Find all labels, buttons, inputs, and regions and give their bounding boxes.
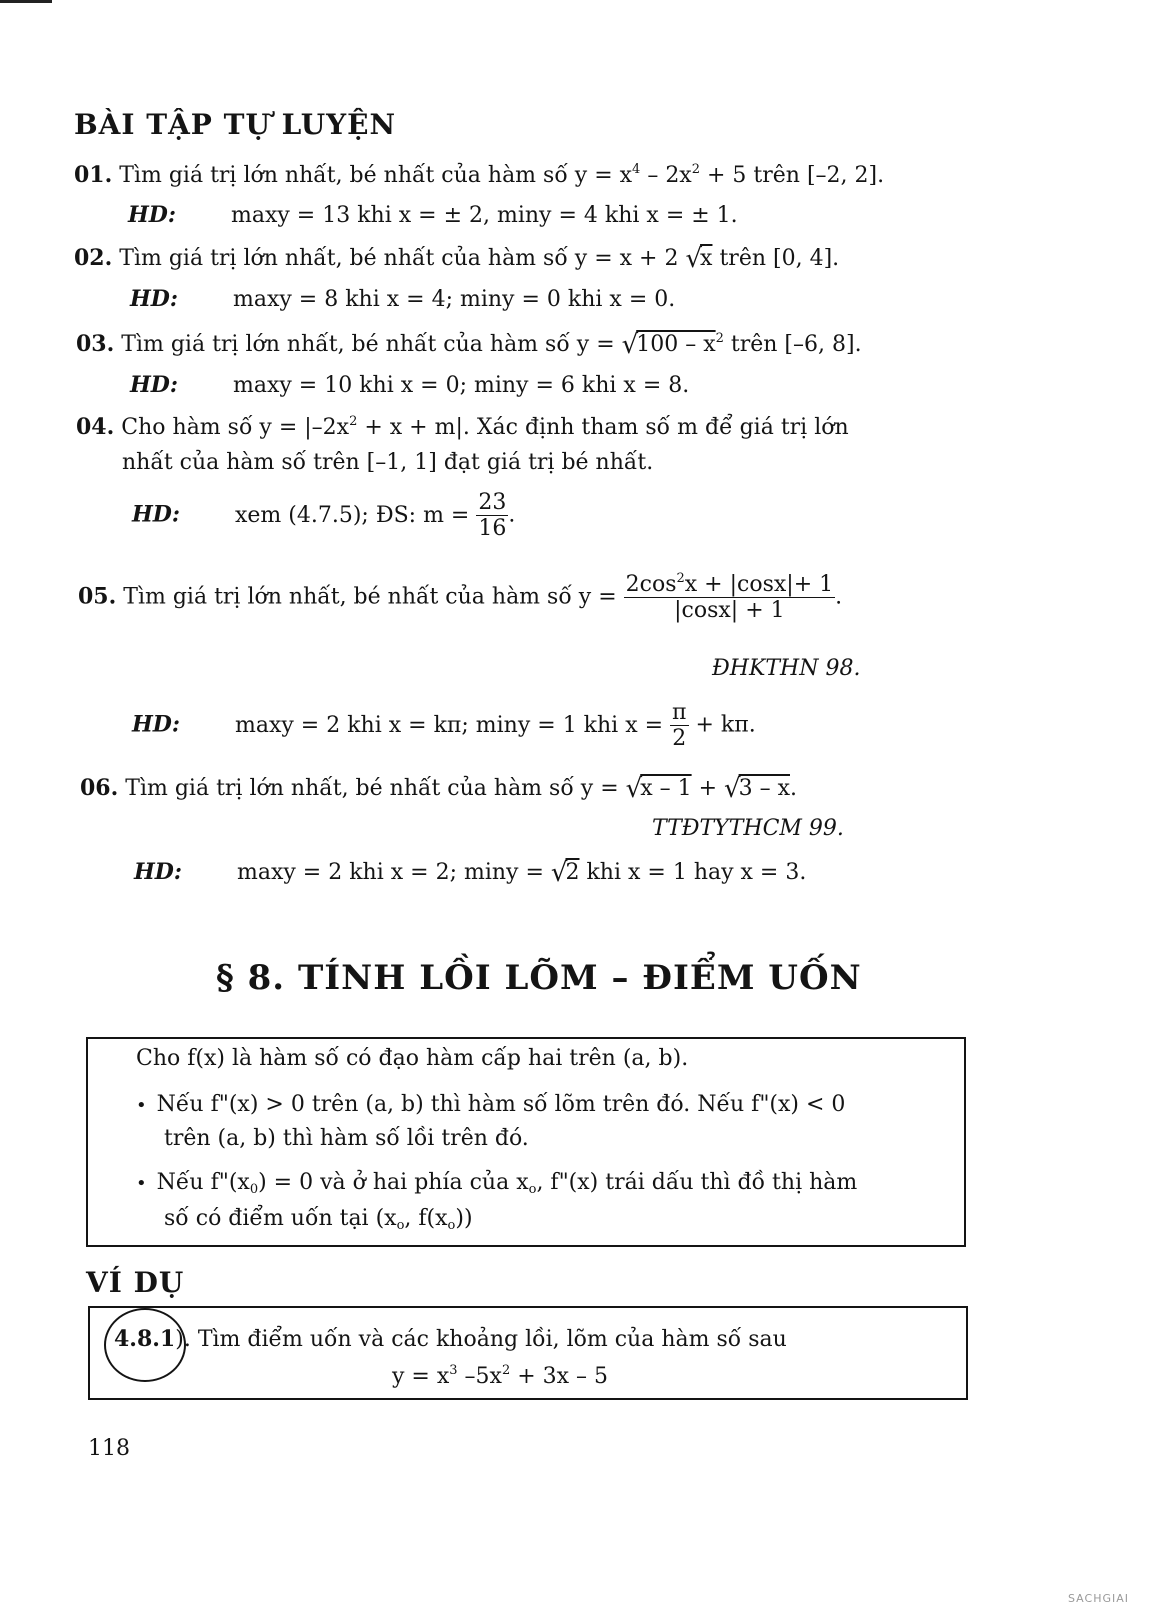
fraction: $\frac{23}{16}$: [478, 490, 507, 541]
exercise-number: 01.: [74, 162, 113, 188]
hint-label: HD:: [128, 202, 176, 228]
hint-label: HD:: [134, 859, 182, 885]
exercises-heading: BÀI TẬP TỰ LUYỆN: [74, 108, 397, 141]
bullet-icon: •: [136, 1173, 147, 1194]
exercise-number: 05.: [78, 583, 117, 610]
hint-label: HD:: [132, 711, 180, 738]
exercise-03: 03. Tìm giá trị lớn nhất, bé nhất của hàm số $y = √100 - x^2$ trên [–6, 8].: [76, 330, 862, 360]
radical-sign: √: [724, 774, 741, 804]
bullet-icon: •: [136, 1095, 147, 1116]
hint-label: HD:: [132, 501, 180, 528]
example-statement: 4.8.1). Tìm điểm uốn và các khoảng lồi, lõm của hàm số sau: [114, 1326, 787, 1352]
watermark-logo: SACHGIAI: [1068, 1592, 1130, 1605]
exercise-02: 02. Tìm giá trị lớn nhất, bé nhất của hàm số y = x + 2 √x trên [0, 4].: [74, 244, 840, 274]
exercise-04: 04. Cho hàm số $y = |-2x^2 + x + m|$. Xác định tham số m để giá trị lớn: [76, 414, 849, 440]
source-citation: TTĐTYTHCM 99.: [652, 816, 844, 841]
example-heading: VÍ DỤ: [86, 1266, 185, 1299]
radical-sign: √: [625, 774, 643, 804]
exercise-05: 05. Tìm giá trị lớn nhất, bé nhất của hàm số y = $\frac{2\cos^2x + |\cos x|+ 1}{|\cos x| + 1}$ .: [78, 571, 843, 623]
exercise-number: 03.: [76, 331, 115, 357]
hint-06: HD: maxy = 2 khi x = 2; miny = √2 khi x = 1 hay x = 3.: [134, 858, 807, 888]
theory-bullet-1: • Nếu f"(x) > 0 trên (a, b) thì hàm số lõm trên đó. Nếu f"(x) < 0: [136, 1092, 846, 1117]
section-title: § 8. TÍNH LỒI LÕM – ĐIỂM UỐN: [216, 958, 862, 998]
radical-sign: √: [550, 858, 568, 888]
example-equation: $y = x^3$ $-5x^2 + 3x - 5$: [392, 1363, 609, 1389]
source-citation: ĐHKTHN 98.: [712, 656, 861, 681]
hint-04: HD: xem (4.7.5); ĐS: m = $\frac{23}{16}$ .: [132, 490, 516, 541]
page-number: 118: [88, 1436, 130, 1461]
radical-sign: √: [685, 244, 703, 274]
theory-intro: Cho f(x) là hàm số có đạo hàm cấp hai trên (a, b).: [136, 1046, 689, 1071]
hint-03: HD: maxy = 10 khi x = 0; miny = 6 khi x = 8.: [130, 372, 690, 398]
hint-label: HD:: [130, 372, 178, 398]
theory-bullet-2: • Nếu $f"(x_0) = 0$ và ở hai phía của $x_o$, f"(x) trái dấu thì đồ thị hàm: [136, 1170, 858, 1197]
example-label: 4.8.1: [114, 1326, 176, 1352]
exercise-number: 04.: [76, 414, 115, 440]
exercise-number: 02.: [74, 245, 113, 271]
theory-bullet-1-line2: trên (a, b) thì hàm số lồi trên đó.: [164, 1126, 529, 1151]
hint-02: HD: maxy = 8 khi x = 4; miny = 0 khi x = 0.: [130, 286, 676, 312]
top-edge-rule: [0, 0, 52, 3]
fraction: $\frac{2\cos^2x + |\cos x|+ 1}{|\cos x| + 1}$: [625, 571, 834, 623]
hint-01: HD: maxy = 13 khi x = ± 2, miny = 4 khi x = ± 1.: [128, 202, 738, 228]
exercise-01: 01. Tìm giá trị lớn nhất, bé nhất của hàm số $y = x^4 - 2x^2 + 5$ trên [–2, 2].: [74, 162, 885, 188]
theory-bullet-2-line2: số có điểm uốn tại ($x_o$, $f(x_o)$): [164, 1206, 473, 1233]
exercise-04-line2: nhất của hàm số trên [–1, 1] đạt giá trị bé nhất.: [122, 450, 654, 475]
fraction: $\frac{\pi}{2}$: [672, 700, 687, 751]
hint-05: HD: maxy = 2 khi x = kπ; miny = 1 khi x = $\frac{\pi}{2}$ + kπ.: [132, 700, 756, 751]
radical-sign: √: [621, 330, 639, 360]
hint-label: HD:: [130, 286, 178, 312]
exercise-number: 06.: [80, 775, 119, 801]
exercise-06: 06. Tìm giá trị lớn nhất, bé nhất của hàm số y = √x – 1 + √3 – x.: [80, 774, 797, 804]
